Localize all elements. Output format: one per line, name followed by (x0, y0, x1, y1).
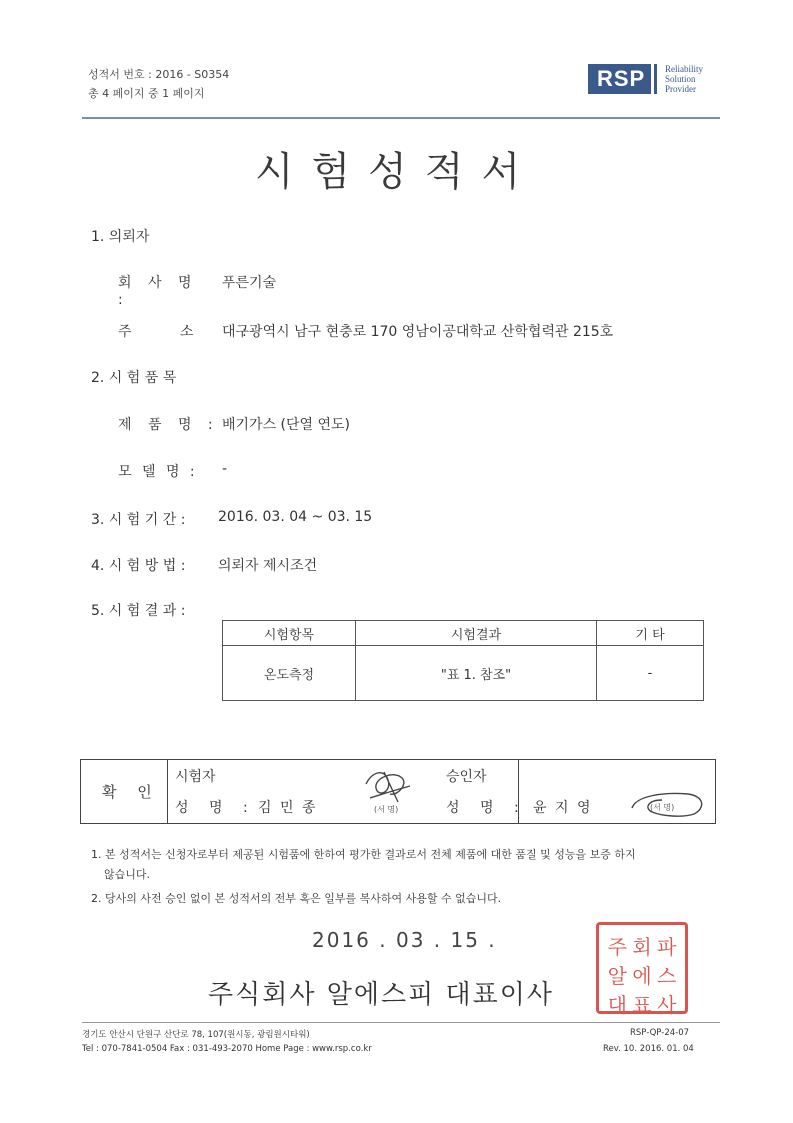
logo-bar (654, 64, 657, 94)
document-title: 시험성적서 (254, 149, 539, 195)
method-value: 의뢰자 제시조건 (218, 558, 318, 574)
result-cell-result: "표 1. 참조" (356, 646, 597, 701)
section-result-heading: 5. 시 험 결 과 : (91, 603, 186, 619)
result-cell-etc: - (597, 646, 704, 701)
model-value: - (222, 461, 228, 477)
result-table-row (223, 646, 704, 701)
approver-title: 승인자 (446, 769, 487, 785)
footer-revision: Rev. 10. 2016. 01. 04 (603, 1044, 694, 1054)
company-label: 회 사 명 : (118, 275, 195, 308)
section-item-heading: 2. 시 험 품 목 (91, 370, 177, 386)
model-label: 모 델 명 : (118, 464, 198, 480)
footer-address: 경기도 안산시 단원구 산단로 78, 107(원시동, 광림원시타워) (82, 1030, 310, 1040)
seal-char: 에 (632, 964, 652, 988)
confirmation-label: 확 인 (102, 783, 160, 801)
result-col-etc: 기 타 (597, 621, 704, 646)
report-number: 성적서 번호 : 2016 - S0354 (88, 68, 230, 81)
address-value: 대구광역시 남구 현충로 170 영남이공대학교 산학협력관 215호 (222, 324, 614, 340)
approver-name: 윤 지 영 (533, 800, 593, 816)
approver-name-label: 성 명 : (446, 800, 523, 816)
period-value: 2016. 03. 04 ~ 03. 15 (218, 509, 373, 525)
seal-char: 표 (632, 993, 652, 1017)
page-info: 총 4 페이지 중 1 페이지 (88, 87, 205, 100)
seal-char: 스 (656, 964, 677, 988)
tester-title: 시험자 (175, 769, 216, 785)
seal-grid (605, 931, 679, 1017)
section-client-heading: 1. 의뢰자 (91, 229, 150, 245)
note-line: 2. 당사의 사전 승인 없이 본 성적서의 전부 혹은 일부를 복사하여 사용할 수 없습니다. (91, 892, 502, 905)
logo-brand: RSP (591, 64, 651, 94)
result-table-header-row (223, 621, 704, 646)
footer-divider (82, 1022, 720, 1023)
company-logo (585, 64, 703, 94)
issue-date: 2016 . 03 . 15 . (312, 928, 497, 952)
company-value: 푸른기술 (222, 275, 277, 291)
seal-char: 알 (607, 964, 627, 988)
seal-char: 대 (607, 993, 627, 1017)
logo-tagline-line: Provider (665, 84, 696, 94)
product-value: 배기가스 (단열 연도) (222, 417, 351, 433)
footer-contact: Tel : 070-7841-0504 Fax : 031-493-2070 Home Page : www.rsp.co.kr (82, 1044, 372, 1054)
note-line: 않습니다. (104, 868, 151, 881)
tester-name-label: 성 명 : (175, 800, 252, 816)
approver-sign-note: (서 명) (650, 803, 675, 812)
footer-form-code: RSP-QP-24-07 (630, 1028, 690, 1038)
result-col-result: 시험결과 (356, 621, 597, 646)
logo-tagline-line: Reliability (665, 64, 703, 74)
tester-sign-note: (서 명) (374, 805, 399, 814)
tester-name: 김 민 종 (258, 800, 318, 816)
logo-tagline-line: Solution (665, 74, 696, 84)
result-col-item: 시험항목 (223, 621, 356, 646)
seal-char: 회 (632, 935, 652, 959)
seal-char: 사 (656, 993, 677, 1017)
result-cell-item: 온도측정 (223, 646, 356, 701)
note-line: 1. 본 성적서는 신청자로부터 제공된 시험품에 한하여 평가한 결과로서 전체 제품에 대한 품질 및 성능을 보증 하지 (91, 848, 636, 861)
section-method-heading: 4. 시 험 방 법 : (91, 558, 186, 574)
seal-char: 주 (607, 935, 627, 959)
company-signature: 주식회사 알에스피 대표이사 (208, 980, 554, 1010)
company-seal (596, 922, 688, 1017)
header-divider (82, 117, 720, 119)
seal-char: 파 (656, 935, 677, 959)
approver-signature (622, 782, 712, 822)
address-label: 주 소 : (118, 324, 250, 340)
logo-tagline (665, 64, 703, 94)
product-label: 제 품 명 : (118, 417, 216, 433)
result-table (222, 620, 704, 701)
tester-signature (358, 764, 418, 809)
section-period-heading: 3. 시 험 기 간 : (91, 512, 186, 528)
